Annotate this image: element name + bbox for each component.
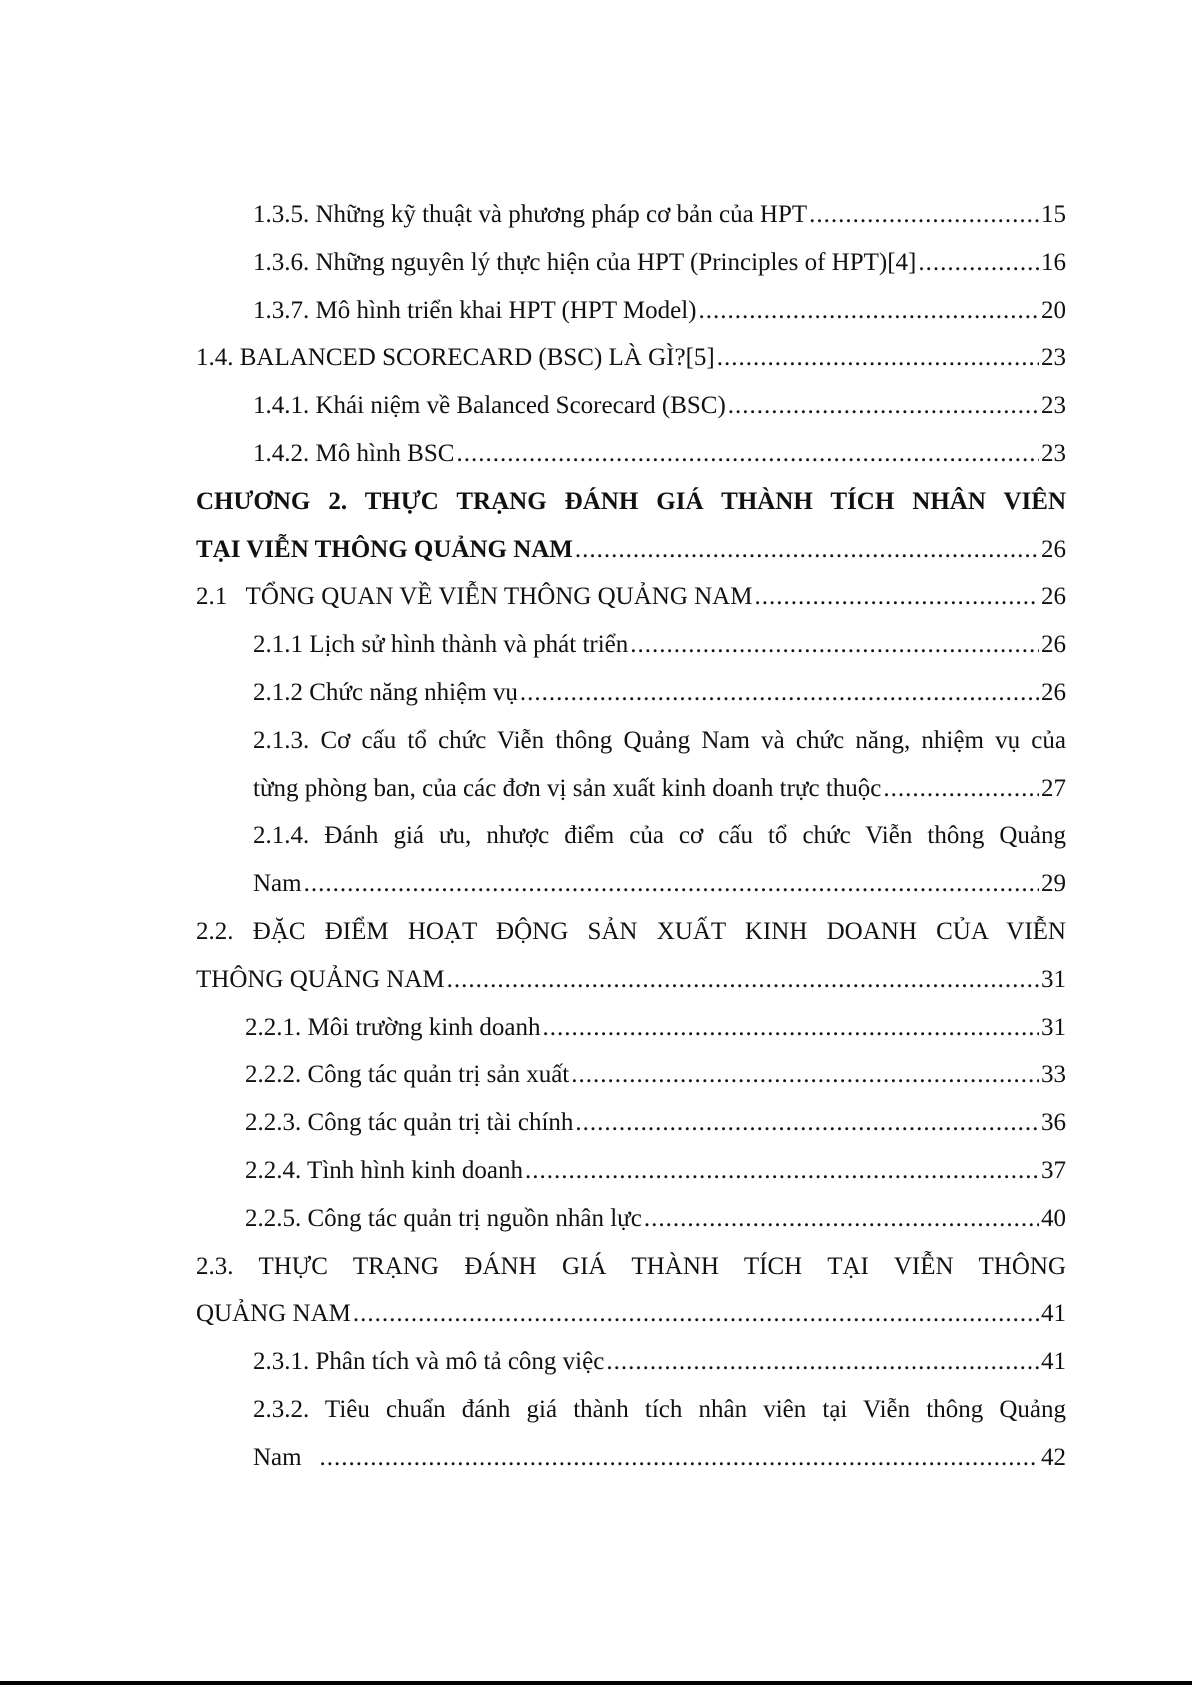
toc-leader-dots: [447, 956, 1039, 1004]
toc-leader-dots: [525, 1147, 1039, 1195]
toc-entry[interactable]: [196, 765, 1066, 813]
toc-leader-dots: [717, 334, 1039, 382]
toc-page-number: 23: [1041, 392, 1066, 420]
toc-leader-dots: [630, 621, 1039, 669]
toc-leader-dots: [319, 1434, 1039, 1482]
toc-page-number: 23: [1041, 344, 1066, 372]
toc-entry[interactable]: [196, 430, 1066, 478]
toc-page-number: 15: [1041, 201, 1066, 228]
toc-leader-dots: [520, 669, 1039, 717]
toc-leader-dots: [606, 1338, 1039, 1386]
toc-entry[interactable]: [196, 1338, 1066, 1386]
toc-page-number: 31: [1041, 965, 1066, 993]
toc-page-number: 33: [1041, 1061, 1066, 1089]
toc-leader-dots: [699, 287, 1039, 335]
toc-page-number: 26: [1041, 535, 1066, 563]
toc-leader-dots: [728, 382, 1039, 430]
toc-entry-title-line2: THÔNG QUẢNG NAM: [196, 965, 445, 993]
toc-entry[interactable]: [196, 1195, 1066, 1243]
toc-entry[interactable]: [196, 956, 1066, 1004]
toc-leader-dots: [883, 765, 1039, 813]
toc-page-number: 26: [1041, 583, 1066, 611]
toc-entry-line1[interactable]: 2.2. ĐẶC ĐIỂM HOẠT ĐỘNG SẢN XUẤT KINH DOANH CỦA VIỄN: [196, 917, 1066, 945]
toc-entry-title: 1.4. BALANCED SCORECARD (BSC) LÀ GÌ?[5]: [196, 344, 715, 372]
page-bottom-rule: [0, 1681, 1192, 1685]
toc-entry[interactable]: [196, 526, 1066, 574]
toc-entry-title: 1.3.6. Những nguyên lý thực hiện của HPT (Principles of HPT)[4]: [253, 248, 917, 276]
toc-entry-line1[interactable]: 2.1.4. Đánh giá ưu, nhược điểm của cơ cấu tổ chức Viễn thông Quảng: [253, 822, 1066, 850]
toc-page-number: 29: [1041, 870, 1066, 898]
toc-entry[interactable]: [196, 860, 1066, 908]
toc-page-number: 16: [1041, 248, 1066, 276]
toc-entry[interactable]: [196, 1434, 1066, 1482]
toc-leader-dots: [543, 1004, 1039, 1052]
toc-entry[interactable]: [196, 382, 1066, 430]
toc-page-number: 31: [1041, 1013, 1066, 1041]
toc-page-number: 20: [1041, 296, 1066, 324]
toc-entry-title-line2: QUẢNG NAM: [196, 1300, 351, 1328]
toc-entry-line1[interactable]: 2.3. THỰC TRẠNG ĐÁNH GIÁ THÀNH TÍCH TẠI VIỄN THÔNG: [196, 1252, 1066, 1280]
toc-entry[interactable]: [196, 1290, 1066, 1338]
table-of-contents: [196, 191, 1066, 1482]
toc-page-number: 23: [1041, 439, 1066, 467]
toc-leader-dots: [809, 191, 1039, 239]
toc-entry[interactable]: [196, 1099, 1066, 1147]
toc-entry-title: 1.3.5. Những kỹ thuật và phương pháp cơ bản của HPT: [253, 201, 808, 228]
toc-leader-dots: [918, 239, 1039, 287]
toc-entry[interactable]: [196, 621, 1066, 669]
toc-entry[interactable]: [196, 239, 1066, 287]
toc-page-number: 40: [1041, 1204, 1066, 1232]
toc-leader-dots: [456, 430, 1039, 478]
toc-page-number: 26: [1041, 631, 1066, 659]
toc-entry-title: 2.2.4. Tình hình kinh doanh: [245, 1156, 524, 1184]
toc-entry-title: 1.4.1. Khái niệm về Balanced Scorecard (BSC): [253, 392, 726, 420]
toc-entry-title: 2.2.2. Công tác quản trị sản xuất: [245, 1061, 570, 1089]
toc-page-number: 37: [1041, 1156, 1066, 1184]
toc-leader-dots: [571, 1051, 1039, 1099]
toc-leader-dots: [754, 573, 1039, 621]
toc-entry[interactable]: [196, 669, 1066, 717]
toc-entry-title: 2.1.2 Chức năng nhiệm vụ: [253, 678, 518, 706]
toc-page-number: 27: [1041, 774, 1066, 802]
toc-leader-dots: [353, 1290, 1039, 1338]
toc-entry[interactable]: [196, 1051, 1066, 1099]
toc-chapter-heading-line2: TẠI VIỄN THÔNG QUẢNG NAM: [196, 535, 573, 563]
toc-entry[interactable]: [196, 1147, 1066, 1195]
toc-page-number: 42: [1041, 1443, 1066, 1471]
toc-page-number: 41: [1041, 1348, 1066, 1376]
toc-entry-title-line2: Nam: [253, 1443, 302, 1471]
toc-leader-dots: [304, 860, 1039, 908]
toc-entry[interactable]: [196, 573, 1066, 621]
toc-entry-title: 2.2.3. Công tác quản trị tài chính: [245, 1109, 574, 1137]
toc-entry-title-line2: Nam: [253, 870, 302, 898]
toc-entry-title: 2.1 TỔNG QUAN VỀ VIỄN THÔNG QUẢNG NAM: [196, 583, 753, 611]
toc-entry-title: 2.2.5. Công tác quản trị nguồn nhân lực: [245, 1204, 642, 1232]
toc-leader-dots: [575, 526, 1039, 574]
toc-entry[interactable]: [196, 287, 1066, 335]
toc-entry-title: 2.3.1. Phân tích và mô tả công việc: [253, 1348, 605, 1376]
toc-entry-title: 1.3.7. Mô hình triển khai HPT (HPT Model): [253, 296, 697, 324]
toc-entry[interactable]: [196, 1004, 1066, 1052]
toc-chapter-heading-line1[interactable]: CHƯƠNG 2. THỰC TRẠNG ĐÁNH GIÁ THÀNH TÍCH NHÂN VIÊN: [196, 487, 1066, 515]
toc-page-number: 41: [1041, 1300, 1066, 1328]
toc-leader-dots: [644, 1195, 1039, 1243]
toc-leader-dots: [575, 1099, 1039, 1147]
toc-page-number: 36: [1041, 1109, 1066, 1137]
toc-page-number: 26: [1041, 678, 1066, 706]
toc-entry-title: 2.1.1 Lịch sử hình thành và phát triển: [253, 631, 629, 659]
toc-entry[interactable]: [196, 191, 1066, 239]
toc-entry[interactable]: [196, 334, 1066, 382]
toc-entry-line1[interactable]: 2.3.2. Tiêu chuẩn đánh giá thành tích nhân viên tại Viễn thông Quảng: [253, 1395, 1066, 1423]
toc-entry-line1[interactable]: 2.1.3. Cơ cấu tổ chức Viễn thông Quảng Nam và chức năng, nhiệm vụ của: [253, 726, 1066, 754]
toc-entry-title: 1.4.2. Mô hình BSC: [253, 439, 455, 467]
toc-entry-title: 2.2.1. Môi trường kinh doanh: [245, 1013, 541, 1041]
toc-entry-title-line2: từng phòng ban, của các đơn vị sản xuất kinh doanh trực thuộc: [253, 774, 882, 802]
